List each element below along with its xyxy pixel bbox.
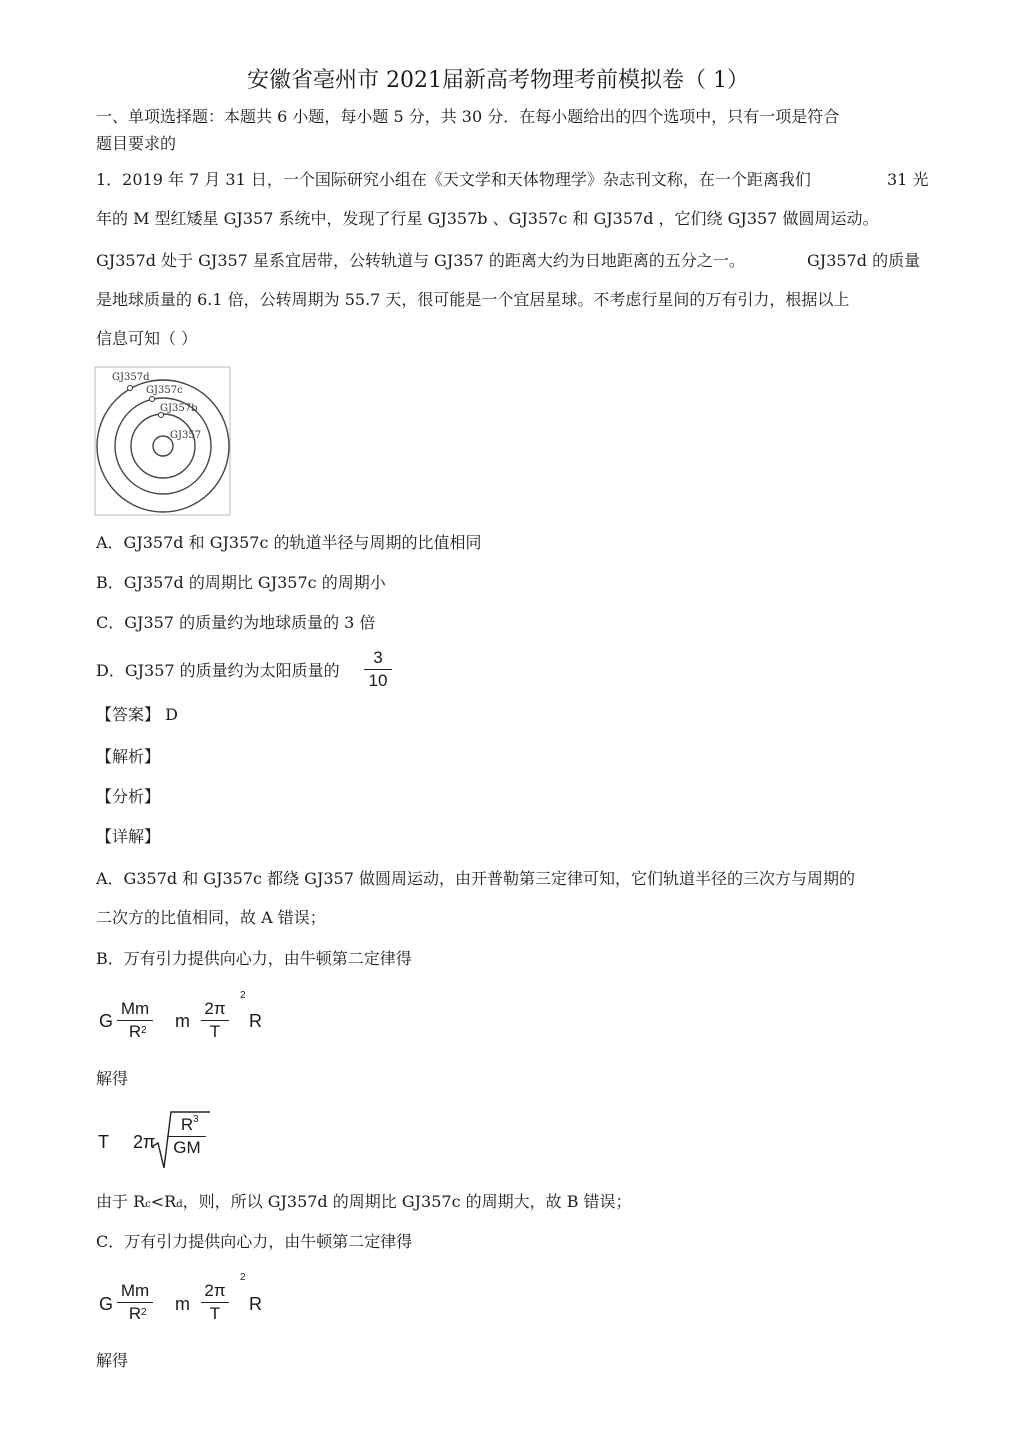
option-d-numerator: 3 [364,648,392,670]
explain-b-sub-c: c [145,1199,151,1210]
question-line5: 信息可知（ ） [96,329,198,348]
explain-b-prefix: 由于 R [96,1192,146,1211]
option-b: B．GJ357d 的周期比 GJ357c 的周期小 [96,573,386,592]
explain-b-mid: <R [150,1192,177,1211]
eq1-r: R [249,1011,262,1031]
explain-a-line1: A．G357d 和 GJ357c 都绕 GJ357 做圆周运动，由开普勒第三定律可知，它们轨道半径的三次方与周期的 [96,869,855,888]
eq1-den-sup: 2 [141,1025,147,1036]
eq3-g: G [99,1294,114,1314]
eq3-m: m [175,1294,190,1314]
eq3-fraction-mass [117,1281,153,1324]
eq3-den-sup: 2 [141,1307,147,1318]
explain-b-line2 [96,1192,632,1215]
planet-gj357d [128,386,133,391]
section-heading-line2: 题目要求的 [96,134,177,153]
eq1-num-mm: Mm [117,999,153,1021]
question-line4: 是地球质量的 6.1 倍，公转周期为 55.7 天，很可能是一个宜居星球。不考虑行星间的万有引力，根据以上 [96,290,850,309]
question-line1: 1．2019 年 7 月 31 日，一个国际研究小组在《天文学和天体物理学》杂志刊文称，在一个距离我们 [96,170,811,189]
solve-label-1: 解得 [96,1069,129,1088]
option-a: A．GJ357d 和 GJ357c 的轨道半径与周期的比值相同 [96,533,482,552]
eq1-fraction-mass [117,999,153,1042]
eq1-den-r: R [128,1022,142,1041]
label-gj357d: GJ357d [112,372,150,383]
answer-line: 【答案】 D [96,705,178,724]
question-line2: 年的 M 型红矮星 GJ357 系统中，发现了行星 GJ357b 、GJ357c 和 GJ357d ，它们绕 GJ357 做圆周运动。 [96,209,879,228]
explain-b-sub-d: d [176,1199,183,1210]
eq3-den-r: R [128,1304,142,1323]
eq2-num-sup: 3 [193,1114,199,1125]
eq3-num-mm: Mm [117,1281,153,1303]
eq3-power: 2 [240,1272,246,1283]
eq3-r: R [249,1294,262,1314]
explain-b-line1: B．万有引力提供向心力，由牛顿第二定律得 [96,949,412,968]
explain-a-line2: 二次方的比值相同，故 A 错误； [96,908,326,927]
option-d-denominator: 10 [368,671,388,690]
option-d: D．GJ357 的质量约为太阳质量的 [96,661,340,680]
eq1-power: 2 [240,990,246,1001]
analysis-heading: 【解析】 [96,747,161,766]
explain-b-rest: ，则，所以 GJ357d 的周期比 GJ357c 的周期大，故 B 错误； [182,1192,632,1211]
eq2-num-r: R [168,1115,206,1137]
label-gj357c: GJ357c [146,385,183,396]
fenxi-heading: 【分析】 [96,787,161,806]
page-title: 安徽省亳州市 2021届新高考物理考前模拟卷（ 1） [247,68,749,93]
eq3-num-2pi: 2π [201,1281,229,1303]
eq1-den-t: T [209,1022,221,1041]
question-line1-end: 31 光 [887,170,929,189]
eq1-g: G [99,1011,114,1031]
orbit-gj357d [97,380,229,512]
section-heading-line1: 一、单项选择题：本题共 6 小题，每小题 5 分，共 30 分．在每小题给出的四个选项中，只有一项是符合 [96,107,840,126]
detail-heading: 【详解】 [96,827,161,846]
question-line3: GJ357d 处于 GJ357 星系宜居带，公转轨道与 GJ357 的距离大约为日地距离的五分之一。 [96,251,745,270]
option-d-fraction [364,648,392,691]
question-line3-end: GJ357d 的质量 [807,251,921,270]
planet-gj357c [150,397,155,402]
eq1-num-2pi: 2π [201,999,229,1021]
eq2-coef: 2π [133,1132,156,1152]
explain-c-line1: C．万有引力提供向心力，由牛顿第二定律得 [96,1232,413,1251]
eq3-fraction-omega [201,1281,229,1324]
eq2-t: T [98,1132,109,1152]
eq3-den-t: T [209,1304,221,1323]
eq1-m: m [175,1011,190,1031]
orbit-diagram-svg [94,366,231,516]
orbit-diagram [94,366,231,516]
eq1-fraction-omega [201,999,229,1042]
eq2-fraction [168,1115,206,1158]
label-gj357: GJ357 [170,430,202,441]
orbit-gj357b [131,414,195,478]
eq2-den-gm: GM [173,1138,201,1157]
solve-label-2: 解得 [96,1351,129,1370]
option-c: C．GJ357 的质量约为地球质量的 3 倍 [96,613,376,632]
label-gj357b: GJ357b [160,403,198,414]
